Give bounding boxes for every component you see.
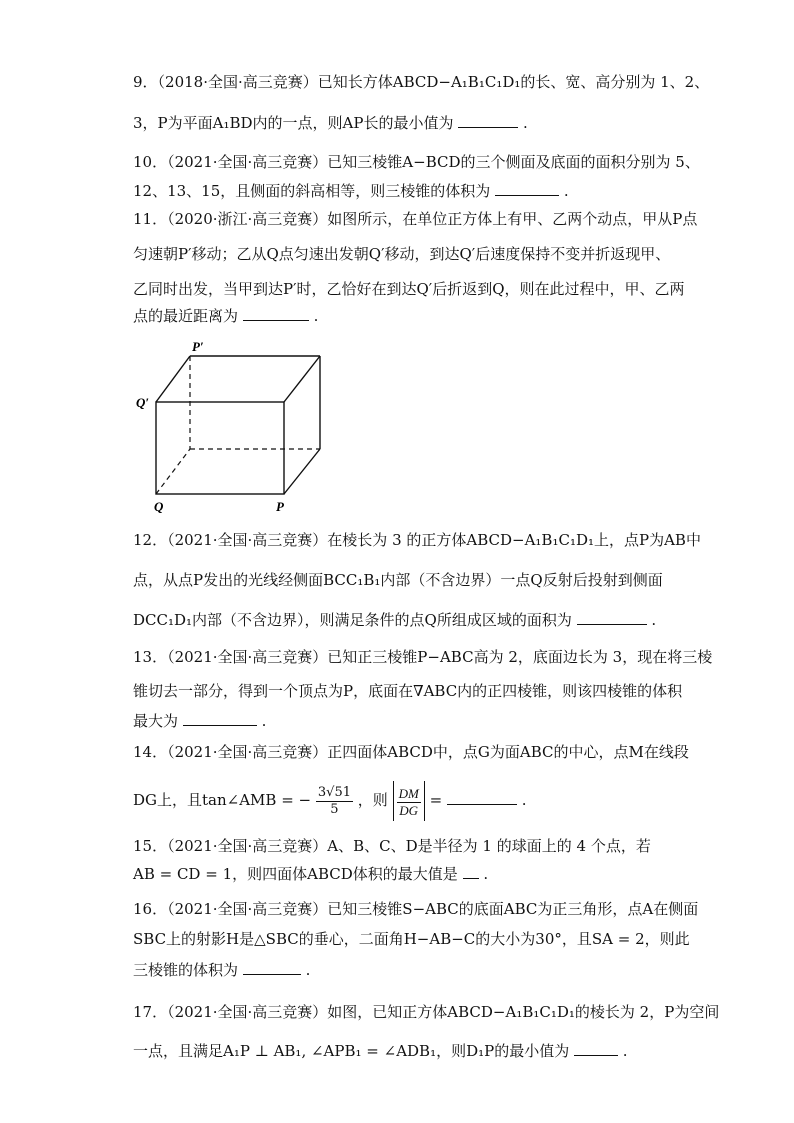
answer-blank (458, 113, 518, 128)
problem-16-line-2: SBC上的射影H是△SBC的垂心，二面角H−AB−C的大小为30°，且SA = 2，则此 (133, 930, 690, 948)
problem-11-line-4 (133, 306, 673, 326)
problem-14-text-b: ，则 (357, 791, 388, 809)
problem-15-line-2 (133, 864, 673, 884)
problem-12-text: DCC₁D₁内部（不含边界），则满足条件的点Q所组成区域的面积为 (133, 611, 572, 629)
problem-14-line-1: 14．（2021·全国·高三竞赛）正四面体ABCD中，点G为面ABC的中心，点M在线段 (133, 743, 689, 761)
answer-blank (463, 864, 479, 879)
problem-17-line-2 (133, 1041, 673, 1061)
problem-14-equals: = (429, 791, 443, 809)
ratio-absolute-value (393, 781, 425, 821)
cube-top-right-edge (284, 356, 320, 402)
problem-16-line-1: 16．（2021·全国·高三竞赛）已知三棱锥S−ABC的底面ABC为正三角形，点A在侧面 (133, 900, 699, 918)
problem-10-line-2 (133, 181, 673, 201)
problem-12-line-3 (133, 610, 673, 630)
period: . (622, 1042, 628, 1060)
problem-13-text: 最大为 (133, 712, 179, 730)
ratio-fraction (397, 786, 421, 819)
problem-13-line-3 (133, 711, 673, 731)
fraction-denominator: 5 (330, 801, 339, 817)
fraction-numerator: 3√51 (317, 784, 351, 800)
tan-fraction (316, 785, 353, 818)
period: . (305, 961, 311, 979)
problem-12-line-1: 12．（2021·全国·高三竞赛）在棱长为 3 的正方体ABCD−A₁B₁C₁D₁上，点P为AB中 (133, 531, 701, 549)
label-p: P (276, 499, 284, 514)
problem-11-line-1: 11．（2020·浙江·高三竞赛）如图所示，在单位正方体上有甲、乙两个动点，甲从P点 (133, 210, 698, 228)
problem-16-text: 三棱锥的体积为 (133, 961, 239, 979)
problem-16-line-3 (133, 960, 673, 980)
problem-17-line-1: 17．（2021·全国·高三竞赛）如图，已知正方体ABCD−A₁B₁C₁D₁的棱长为 2，P为空间 (133, 1003, 720, 1021)
problem-14-text-a: DG上，且tan∠AMB = − (133, 791, 312, 809)
label-q: Q (154, 499, 164, 514)
problem-9-line-1: 9．（2018·全国·高三竞赛）已知长方体ABCD−A₁B₁C₁D₁的长、宽、高分别为 1、2、 (133, 73, 710, 91)
problem-15-line-1: 15．（2021·全国·高三竞赛）A、B、C、D是半径为 1 的球面上的 4 个点，若 (133, 837, 651, 855)
problem-15-text: AB = CD = 1，则四面体ABCD体积的最大值是 (133, 865, 458, 883)
answer-blank (243, 960, 301, 975)
period: . (521, 791, 527, 809)
answer-blank (495, 181, 559, 196)
label-q-prime: Q′ (136, 395, 150, 410)
problem-11-line-2: 匀速朝P′移动；乙从Q点匀速出发朝Q′移动，到达Q′后速度保持不变并折返现甲、 (133, 245, 671, 263)
answer-blank (447, 790, 517, 805)
label-p-prime: P′ (192, 339, 204, 354)
period: . (523, 114, 528, 132)
cube-bottom-right-edge (284, 449, 320, 494)
cube-figure (130, 335, 340, 515)
ratio-numerator: DM (398, 785, 419, 801)
answer-blank (574, 1041, 618, 1056)
problem-10-line-1: 10．（2021·全国·高三竞赛）已知三棱锥A−BCD的三个侧面及底面的面积分别为 5、 (133, 153, 700, 171)
problem-13-line-1: 13．（2021·全国·高三竞赛）已知正三棱锥P−ABC高为 2，底面边长为 3，现在将三棱 (133, 648, 713, 666)
problem-9-text: 3，P为平面A₁BD内的一点，则AP长的最小值为 (133, 114, 454, 132)
cube-front-face (156, 402, 284, 494)
problem-12-line-2: 点，从点P发出的光线经侧面BCC₁B₁内部（不含边界）一点Q反射后投射到侧面 (133, 571, 663, 589)
problem-11-line-3: 乙同时出发，当甲到达P′时，乙恰好在到达Q′后折返到Q，则在此过程中，甲、乙两 (133, 280, 685, 298)
problem-11-text: 点的最近距离为 (133, 307, 239, 325)
cube-hidden-diagonal-edge (156, 449, 190, 494)
problem-13-line-2: 锥切去一部分，得到一个顶点为P，底面在∇ABC内的正四棱锥，则该四棱锥的体积 (133, 682, 683, 700)
ratio-denominator: DG (399, 802, 419, 818)
period: . (483, 865, 489, 883)
answer-blank (183, 711, 257, 726)
cube-top-left-edge (156, 356, 190, 402)
problem-10-text: 12、13、15，且侧面的斜高相等，则三棱锥的体积为 (133, 182, 491, 200)
period: . (313, 307, 319, 325)
answer-blank (243, 306, 309, 321)
problem-9-line-2 (133, 113, 673, 133)
problem-14-line-2 (133, 780, 673, 824)
period: . (261, 712, 267, 730)
period: . (651, 611, 657, 629)
period: . (563, 182, 569, 200)
answer-blank (577, 610, 647, 625)
problem-17-text: 一点，且满足A₁P ⊥ AB₁, ∠APB₁ = ∠ADB₁，则D₁P的最小值为 (133, 1042, 570, 1060)
